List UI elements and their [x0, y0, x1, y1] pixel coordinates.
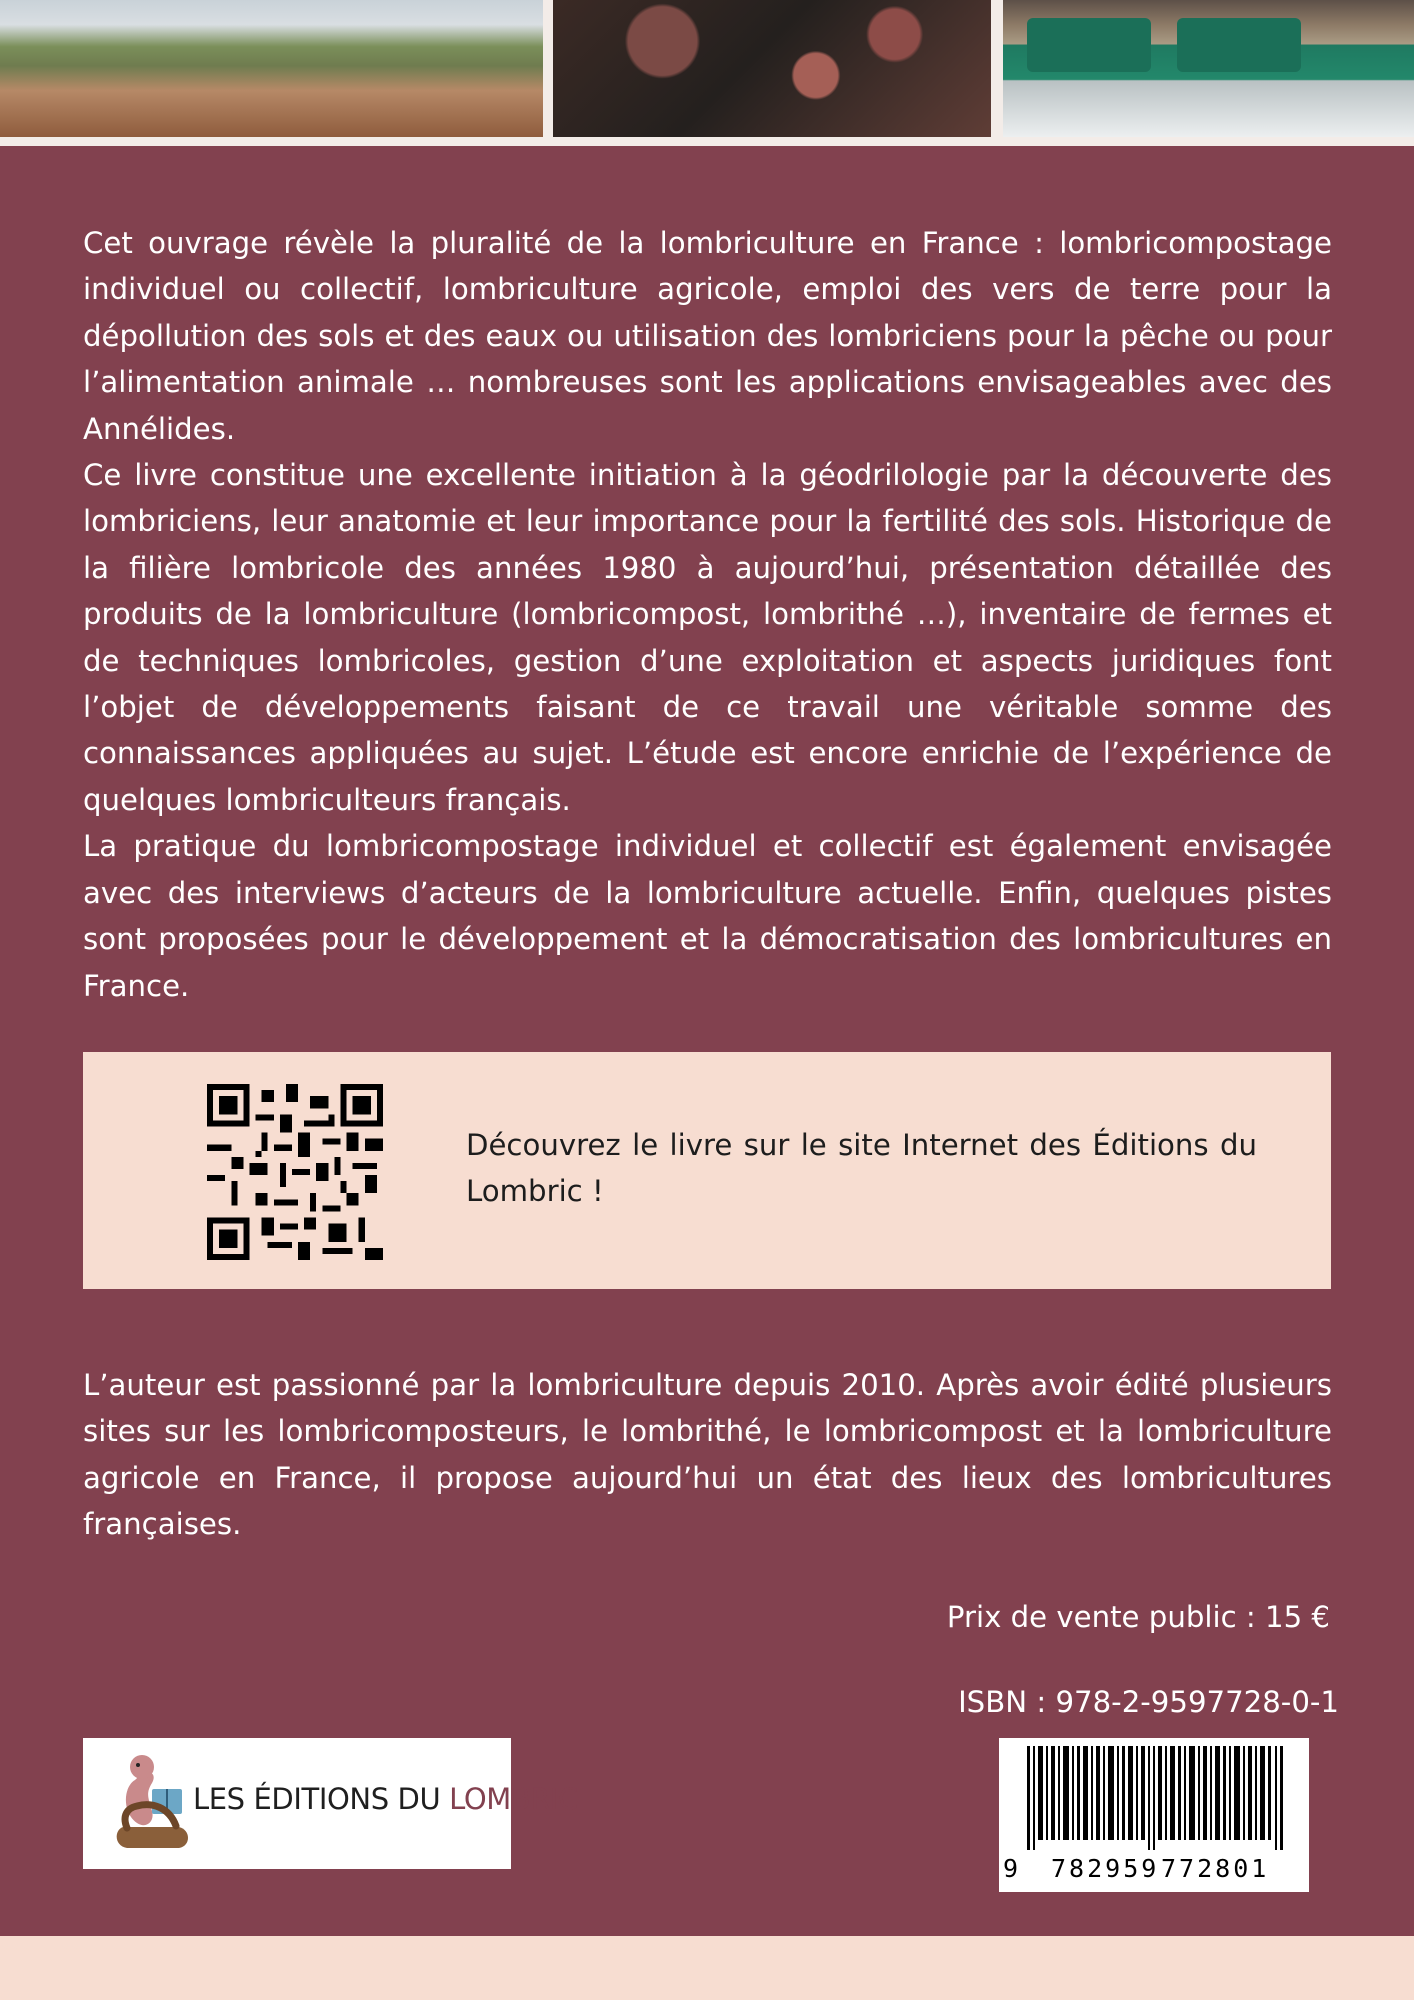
- footer-band: [0, 1936, 1414, 2000]
- qr-callout-panel: [83, 1052, 1331, 1289]
- barcode-first-digit: 9: [1003, 1854, 1022, 1883]
- publisher-name-prefix: LES ÉDITIONS DU: [193, 1782, 450, 1816]
- isbn-number: ISBN : 978-2-9597728-0-1: [958, 1685, 1339, 1719]
- publisher-name-highlight: LOMBRIC: [449, 1782, 579, 1816]
- book-description: [83, 220, 1332, 1009]
- publisher-name: [193, 1782, 578, 1816]
- publisher-logo: [83, 1738, 579, 1869]
- description-paragraph-3: La pratique du lombricompostage individuel et collectif est également envisagée avec des interviews d’acteurs de la lombriculture actuelle. Enfin, quelques pistes sont proposées pour le développement et la démocratisation des lombricultures en France.: [83, 829, 1332, 1003]
- qr-code[interactable]: [207, 1084, 383, 1260]
- retail-price: Prix de vente public : 15 €: [946, 1600, 1330, 1634]
- isbn-barcode: [999, 1738, 1309, 1892]
- description-paragraph-1: Cet ouvrage révèle la pluralité de la lombriculture en France : lombricompostage individuel ou collectif, lombriculture agricole, emploi des vers de terre pour la dépollution des sols et des eaux ou utilisation des lombriciens pour la pêche ou pour l’alimentation animale … nombreuses sont les applications envisageables avec des Annélides.: [83, 226, 1332, 446]
- author-bio: L’auteur est passionné par la lombriculture depuis 2010. Après avoir édité plusieurs sites sur les lombricomposteurs, le lombrithé, le lombricompost et la lombriculture agricole en France, il propose aujourd’hui un état des lieux des lombricultures françaises.: [83, 1368, 1332, 1542]
- vermiculture-machines-photo: [1003, 0, 1414, 137]
- cover-photo-strip: [0, 0, 1414, 146]
- description-paragraph-2: Ce livre constitue une excellente initiation à la géodrilologie par la découverte des lombriciens, leur anatomie et leur importance pour la fertilité des sols. Historique de la filière lombricole des années 1980 à aujourd’hui, présentation détaillée des produits de la lombriculture (lombricompost, lombrithé …), inventaire de fermes et de techniques lombricoles, gestion d’une exploitation et aspects juridiques font l’objet de développements faisant de ce travail une véritable somme des connaissances appliquées au sujet. L’étude est encore enrichie de l’expérience de quelques lombriculteurs français.: [83, 458, 1332, 817]
- compost-farm-photo: [0, 0, 543, 137]
- barcode-left-group: 782959: [1051, 1854, 1160, 1883]
- barcode-right-group: 772801: [1161, 1854, 1270, 1883]
- earthworm-reading-icon: [107, 1750, 202, 1858]
- qr-caption: Découvrez le livre sur le site Internet des Éditions du Lombric !: [466, 1128, 1257, 1208]
- earthworms-photo: [553, 0, 991, 137]
- barcode-bars: [1027, 1746, 1285, 1850]
